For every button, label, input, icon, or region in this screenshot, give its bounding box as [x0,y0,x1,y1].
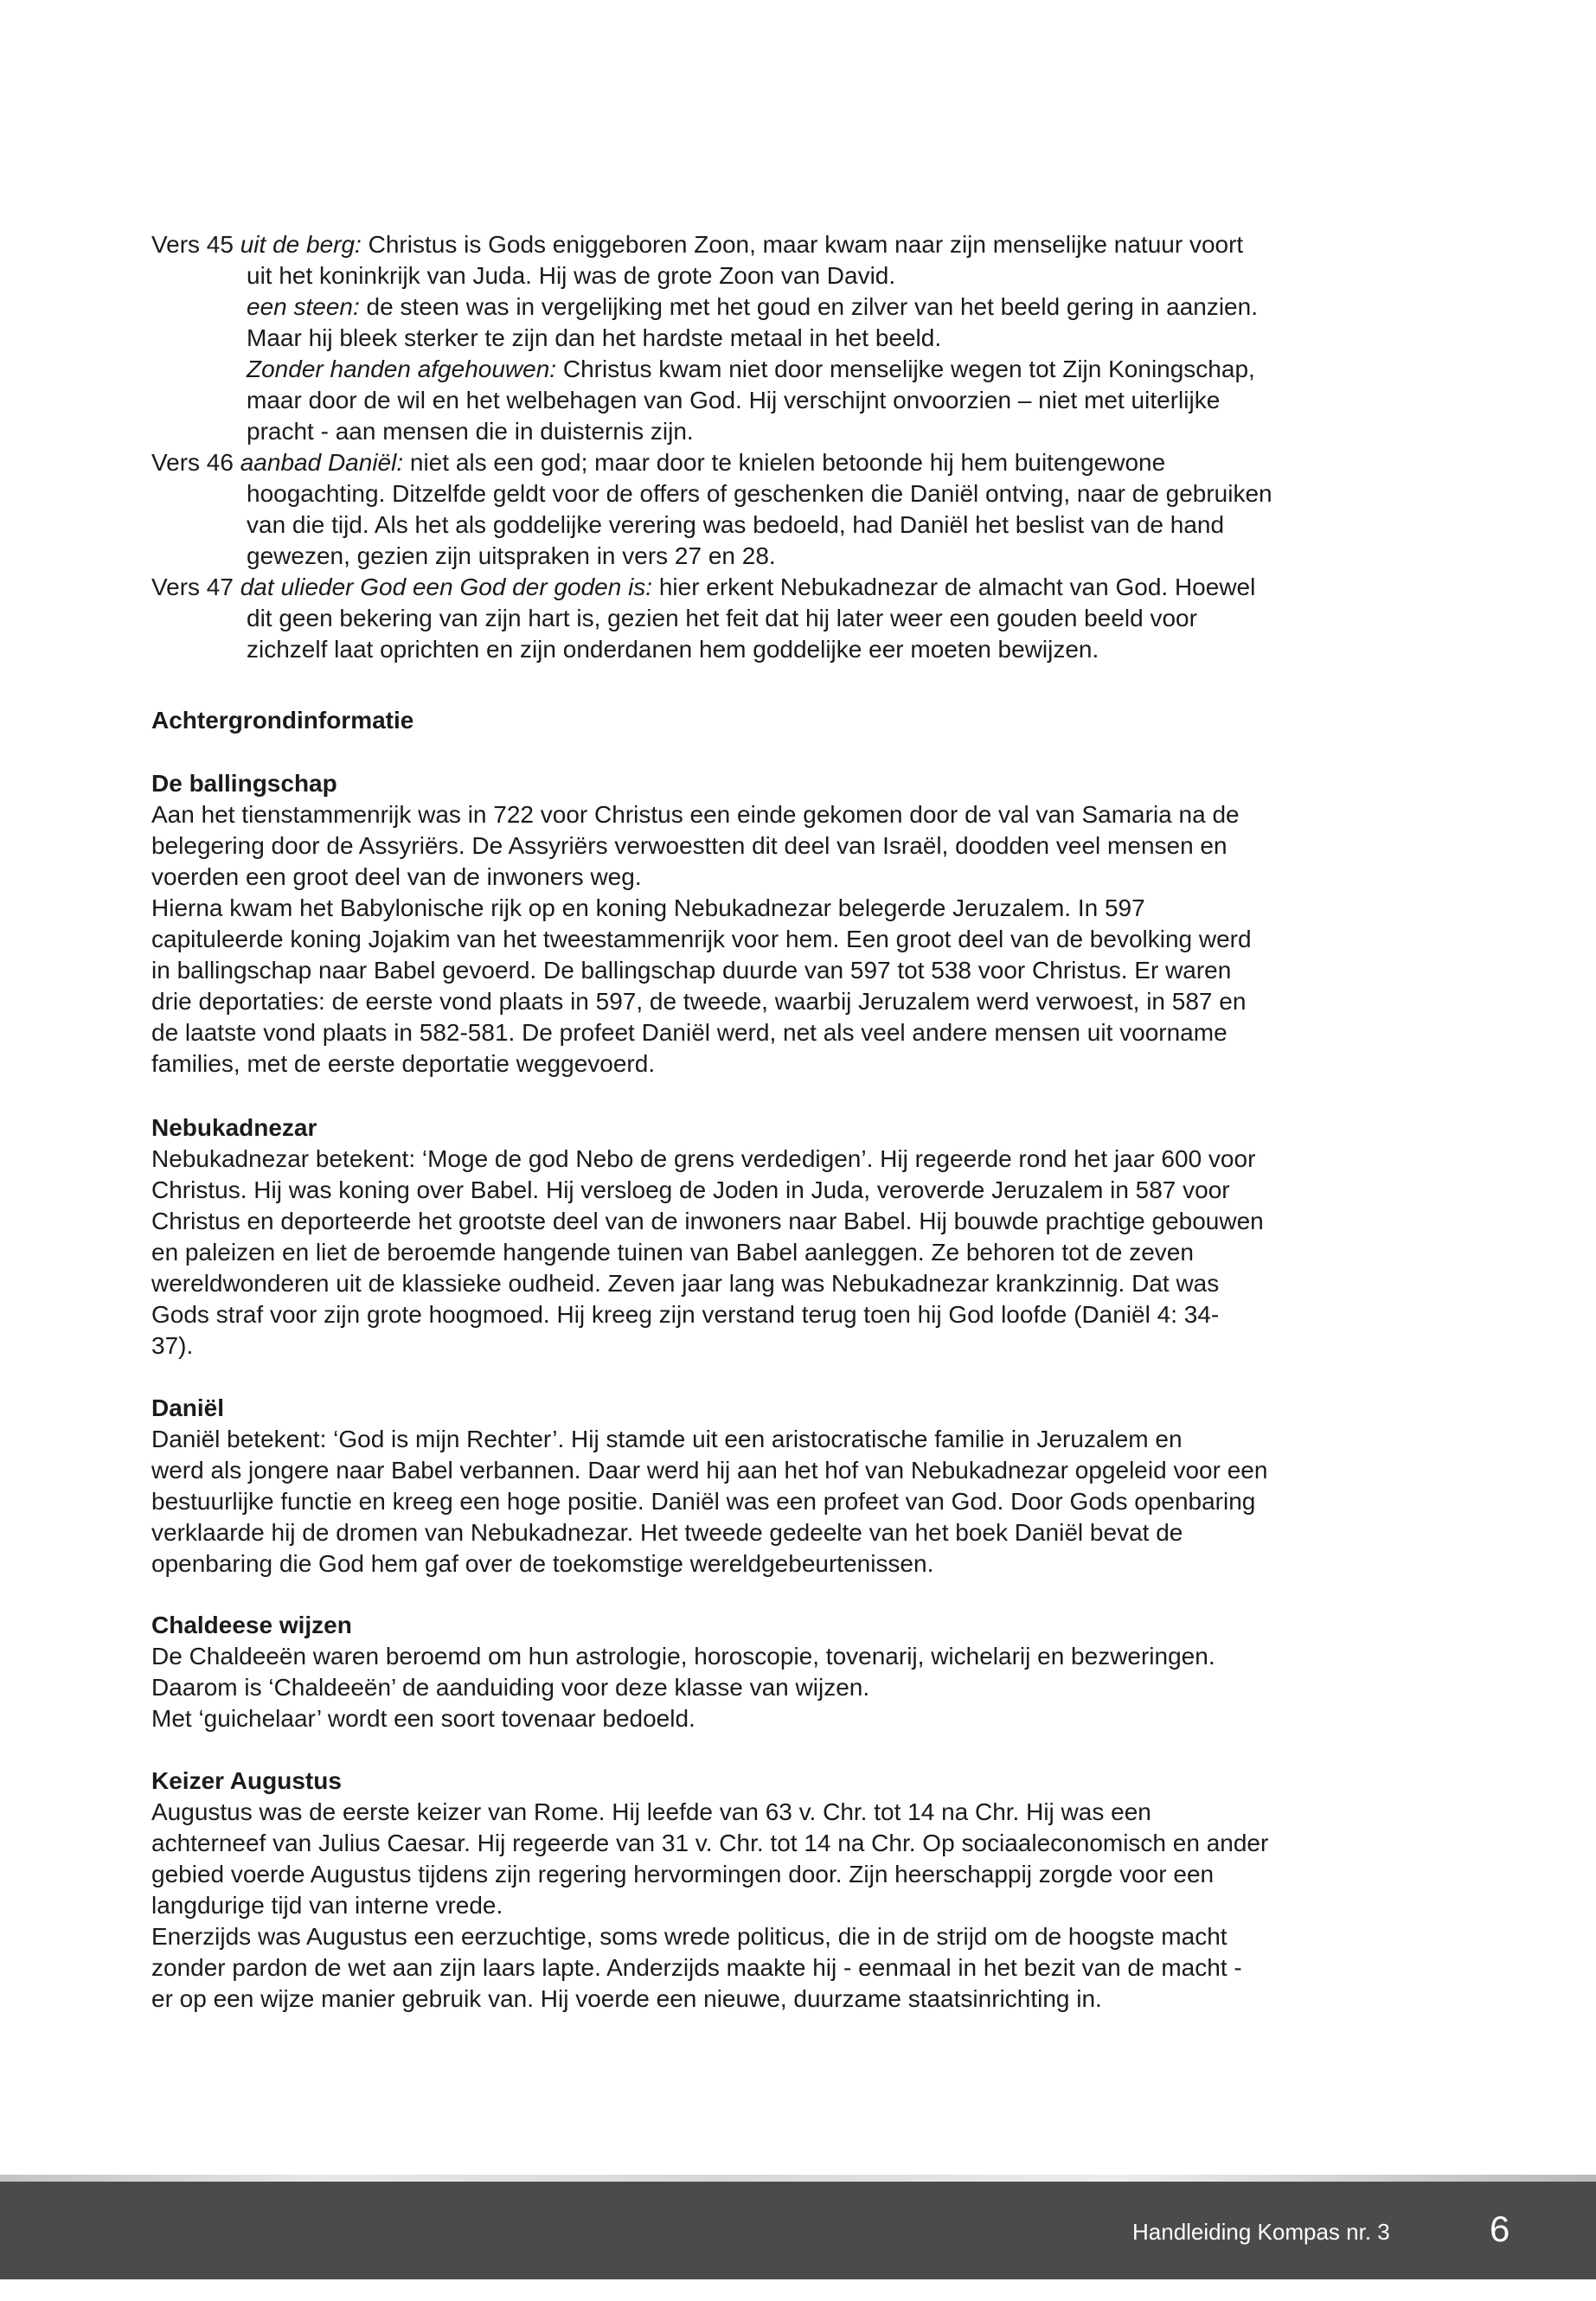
paragraph-line: Gods straf voor zijn grote hoogmoed. Hij kreeg zijn verstand terug toen hij God loofde (Daniël 4: 34- [151,1301,1220,1328]
section-ballingschap [151,768,1544,1080]
verse-term: een steen: [247,293,360,320]
verse-line [151,634,1544,665]
paragraph-line: 37). [151,1332,194,1359]
verse-line [151,323,1544,354]
paragraph-line: wereldwonderen uit de klassieke oudheid. Zeven jaar lang was Nebukadnezar krankzinnig. Dat was [151,1270,1220,1297]
verse-notes [151,229,1544,665]
paragraph-line: openbaring die God hem gaf over de toekomstige wereldgebeurtenissen. [151,1550,934,1577]
verse-text: van die tijd. Als het als goddelijke verering was bedoeld, had Daniël het beslist van de hand [247,511,1225,538]
verse-text: Vers 45 [151,231,240,258]
verse-text: niet als een god; maar door te knielen betoonde hij hem buitengewone [403,449,1166,476]
paragraph-line: er op een wijze manier gebruik van. Hij voerde een nieuwe, duurzame staatsinrichting in. [151,1985,1102,2012]
verse-line [151,229,1544,260]
section-daniel [151,1393,1544,1580]
paragraph-line: in ballingschap naar Babel gevoerd. De ballingschap duurde van 597 tot 538 voor Christus. Er waren [151,957,1232,984]
paragraph-line: achterneef van Julius Caesar. Hij regeerde van 31 v. Chr. tot 14 na Chr. Op sociaaleconomisch en ander [151,1830,1269,1856]
verse-line [151,354,1544,385]
verse-line [151,572,1544,603]
paragraph-line: Hierna kwam het Babylonische rijk op en koning Nebukadnezar belegerde Jeruzalem. In 597 [151,894,1145,921]
section-title: De ballingschap [151,770,337,797]
verse-text: zichzelf laat oprichten en zijn onderdanen hem goddelijke eer moeten bewijzen. [247,636,1099,663]
verse-term: uit de berg: [240,231,362,258]
paragraph-line: de laatste vond plaats in 582-581. De profeet Daniël werd, net als veel andere mensen uit voorname [151,1019,1227,1046]
paragraph-line: capituleerde koning Jojakim van het tweestammenrijk voor hem. Een groot deel van de bevolking werd [151,926,1252,952]
verse-text: pracht - aan mensen die in duisternis zijn. [247,418,694,445]
verse-text: Christus is Gods eniggeboren Zoon, maar kwam naar zijn menselijke natuur voort [361,231,1244,258]
paragraph-line: bestuurlijke functie en kreeg een hoge positie. Daniël was een profeet van God. Door Gods openbaring [151,1488,1256,1515]
verse-text: de steen was in vergelijking met het goud en zilver van het beeld gering in aanzien. [359,293,1258,320]
section-chaldeese-wijzen [151,1610,1544,1734]
paragraph-line: families, met de eerste deportatie weggevoerd. [151,1050,656,1077]
verse-line [151,478,1544,510]
verse-text: Christus kwam niet door menselijke wegen tot Zijn Koningschap, [556,356,1255,382]
section-keizer-augustus [151,1766,1544,2015]
paragraph-line: Daniël betekent: ‘God is mijn Rechter’. Hij stamde uit een aristocratische familie in Jeruzalem en [151,1426,1183,1452]
paragraph-line: belegering door de Assyriërs. De Assyriërs verwoestten dit deel van Israël, doodden veel mensen en [151,832,1227,859]
paragraph-line: Met ‘guichelaar’ wordt een soort tovenaar bedoeld. [151,1705,695,1732]
verse-text: gewezen, gezien zijn uitspraken in vers 27 en 28. [247,542,776,569]
verse-text: hoogachting. Ditzelfde geldt voor de offers of geschenken die Daniël ontving, naar de gebruiken [247,480,1272,507]
verse-term: Zonder handen afgehouwen: [247,356,557,382]
verse-line [151,603,1544,634]
paragraph-line: zonder pardon de wet aan zijn laars lapte. Anderzijds maakte hij - eenmaal in het bezit van de macht - [151,1954,1242,1981]
paragraph-line: langdurige tijd van interne vrede. [151,1892,503,1919]
paragraph-line: Enerzijds was Augustus een eerzuchtige, soms wrede politicus, die in de strijd om de hoogste macht [151,1923,1227,1950]
verse-line [151,541,1544,572]
section-title: Nebukadnezar [151,1114,317,1141]
verse-term: aanbad Daniël: [240,449,404,476]
page-number: 6 [1490,2208,1510,2249]
verse-text: maar door de wil en het welbehagen van God. Hij verschijnt onvoorzien – niet met uiterlijke [247,387,1221,413]
paragraph-line: Aan het tienstammenrijk was in 722 voor Christus een einde gekomen door de val van Samaria na de [151,801,1240,828]
footer-title: Handleiding Kompas nr. 3 [1132,2219,1390,2245]
paragraph-line: Daarom is ‘Chaldeeën’ de aanduiding voor deze klasse van wijzen. [151,1674,870,1701]
paragraph-line: Christus en deporteerde het grootste deel van de inwoners naar Babel. Hij bouwde prachtige gebouwen [151,1208,1264,1234]
paragraph-line: en paleizen en liet de beroemde hangende tuinen van Babel aanleggen. Ze behoren tot de zeven [151,1239,1194,1266]
paragraph-line: Nebukadnezar betekent: ‘Moge de god Nebo de grens verdedigen’. Hij regeerde rond het jaar 600 voor [151,1145,1256,1172]
section-nebukadnezar [151,1112,1544,1362]
paragraph-line: werd als jongere naar Babel verbannen. Daar werd hij aan het hof van Nebukadnezar opgeleid voor een [151,1457,1268,1484]
paragraph-line: Christus. Hij was koning over Babel. Hij versloeg de Joden in Juda, veroverde Jeruzalem in 587 voor [151,1176,1230,1203]
paragraph-line: verklaarde hij de dromen van Nebukadnezar. Het tweede gedeelte van het boek Daniël bevat de [151,1519,1183,1546]
verse-text: Vers 46 [151,449,240,476]
section-heading-block [151,705,1544,736]
paragraph-line: De Chaldeeën waren beroemd om hun astrologie, horoscopie, tovenarij, wichelarij en bezweringen. [151,1643,1215,1670]
paragraph-line: gebied voerde Augustus tijdens zijn regering hervormingen door. Zijn heerschappij zorgde voor een [151,1861,1215,1888]
paragraph-line: Augustus was de eerste keizer van Rome. Hij leefde van 63 v. Chr. tot 14 na Chr. Hij was een [151,1798,1151,1825]
section-title: Keizer Augustus [151,1767,342,1794]
verse-line [151,385,1544,416]
paragraph-line: voerden een groot deel van de inwoners weg. [151,863,642,890]
paragraph-line: drie deportaties: de eerste vond plaats in 597, de tweede, waarbij Jeruzalem werd verwoest, in 587 en [151,988,1247,1015]
section-title: Chaldeese wijzen [151,1612,352,1638]
verse-line [151,260,1544,292]
verse-text: uit het koninkrijk van Juda. Hij was de grote Zoon van David. [247,262,896,289]
section-heading: Achtergrondinformatie [151,707,414,734]
verse-text: Vers 47 [151,574,240,600]
verse-line [151,447,1544,478]
verse-line [151,510,1544,541]
verse-text: dit geen bekering van zijn hart is, gezien het feit dat hij later weer een gouden beeld voor [247,605,1197,631]
verse-term: dat ulieder God een God der goden is: [240,574,653,600]
verse-line [151,292,1544,323]
section-title: Daniël [151,1394,225,1421]
verse-text: hier erkent Nebukadnezar de almacht van God. Hoewel [652,574,1256,600]
verse-line [151,416,1544,447]
verse-text: Maar hij bleek sterker te zijn dan het hardste metaal in het beeld. [247,324,942,351]
